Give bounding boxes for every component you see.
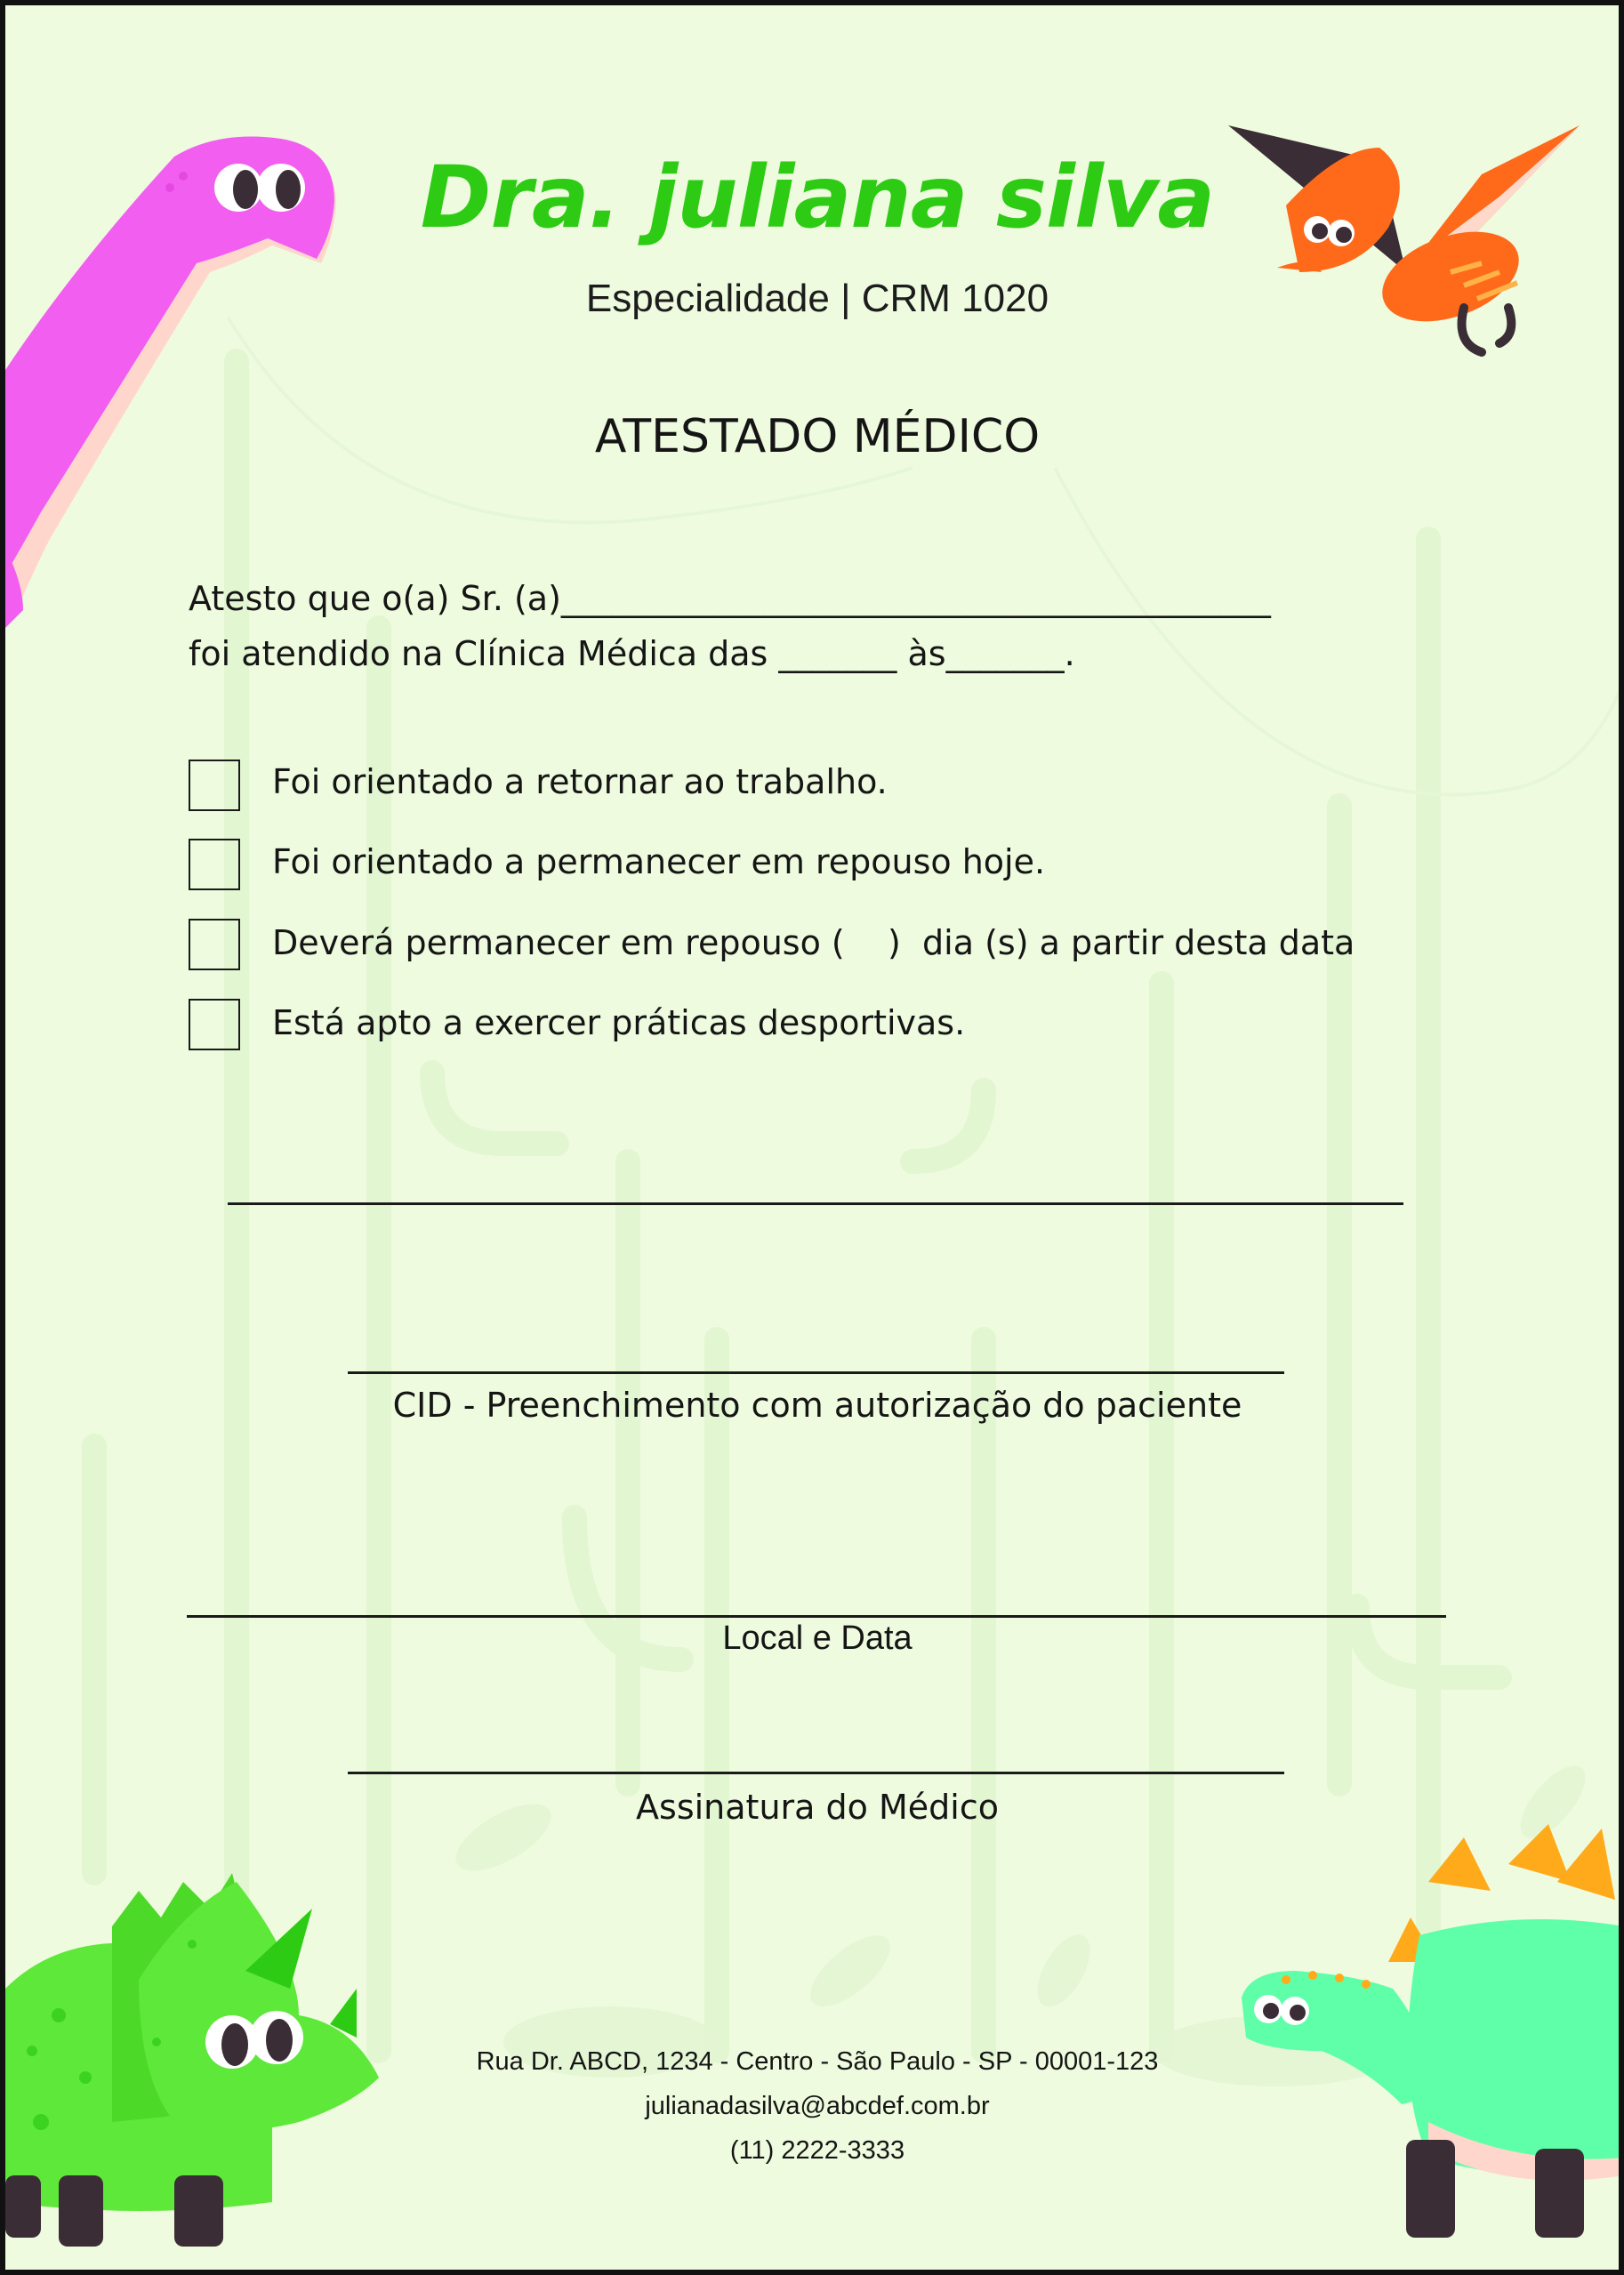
option-label-return-to-work: Foi orientado a retornar ao trabalho. xyxy=(272,762,888,801)
place-date-caption: Local e Data xyxy=(722,1620,912,1657)
footer-email: julianadasilva@abcdef.com.br xyxy=(645,2092,990,2120)
doctor-name: Dra. juliana silva xyxy=(420,148,1215,247)
document-title: ATESTADO MÉDICO xyxy=(594,410,1041,463)
footer-phone: (11) 2222-3333 xyxy=(729,2136,905,2165)
cid-caption: CID - Preenchimento com autorização do paciente xyxy=(392,1386,1242,1425)
background-decoration xyxy=(5,5,1624,2275)
signature-caption: Assinatura do Médico xyxy=(636,1788,999,1827)
checkbox-rest-days[interactable] xyxy=(189,919,240,970)
specialty-crm: Especialidade | CRM 1020 xyxy=(585,277,1049,320)
footer-address: Rua Dr. ABCD, 1234 - Centro - São Paulo - SP - 00001-123 xyxy=(476,2047,1159,2076)
free-text-line xyxy=(228,1202,1403,1205)
statement-line-time: foi atendido na Clínica Médica das _______ às_______. xyxy=(189,634,1075,673)
option-label-rest-days: Deverá permanecer em repouso ( ) dia (s) a partir desta data xyxy=(272,923,1355,962)
signature-line xyxy=(348,1772,1284,1774)
option-label-fit-for-sports: Está apto a exercer práticas desportivas. xyxy=(272,1003,966,1042)
cid-line xyxy=(348,1371,1284,1374)
checkbox-return-to-work[interactable] xyxy=(189,760,240,811)
checkbox-fit-for-sports[interactable] xyxy=(189,999,240,1050)
option-label-rest-today: Foi orientado a permanecer em repouso hoje. xyxy=(272,842,1046,881)
statement-line-patient: Atesto que o(a) Sr. (a)__________________________________________ xyxy=(189,579,1271,618)
place-date-line xyxy=(187,1615,1446,1618)
checkbox-rest-today[interactable] xyxy=(189,839,240,890)
